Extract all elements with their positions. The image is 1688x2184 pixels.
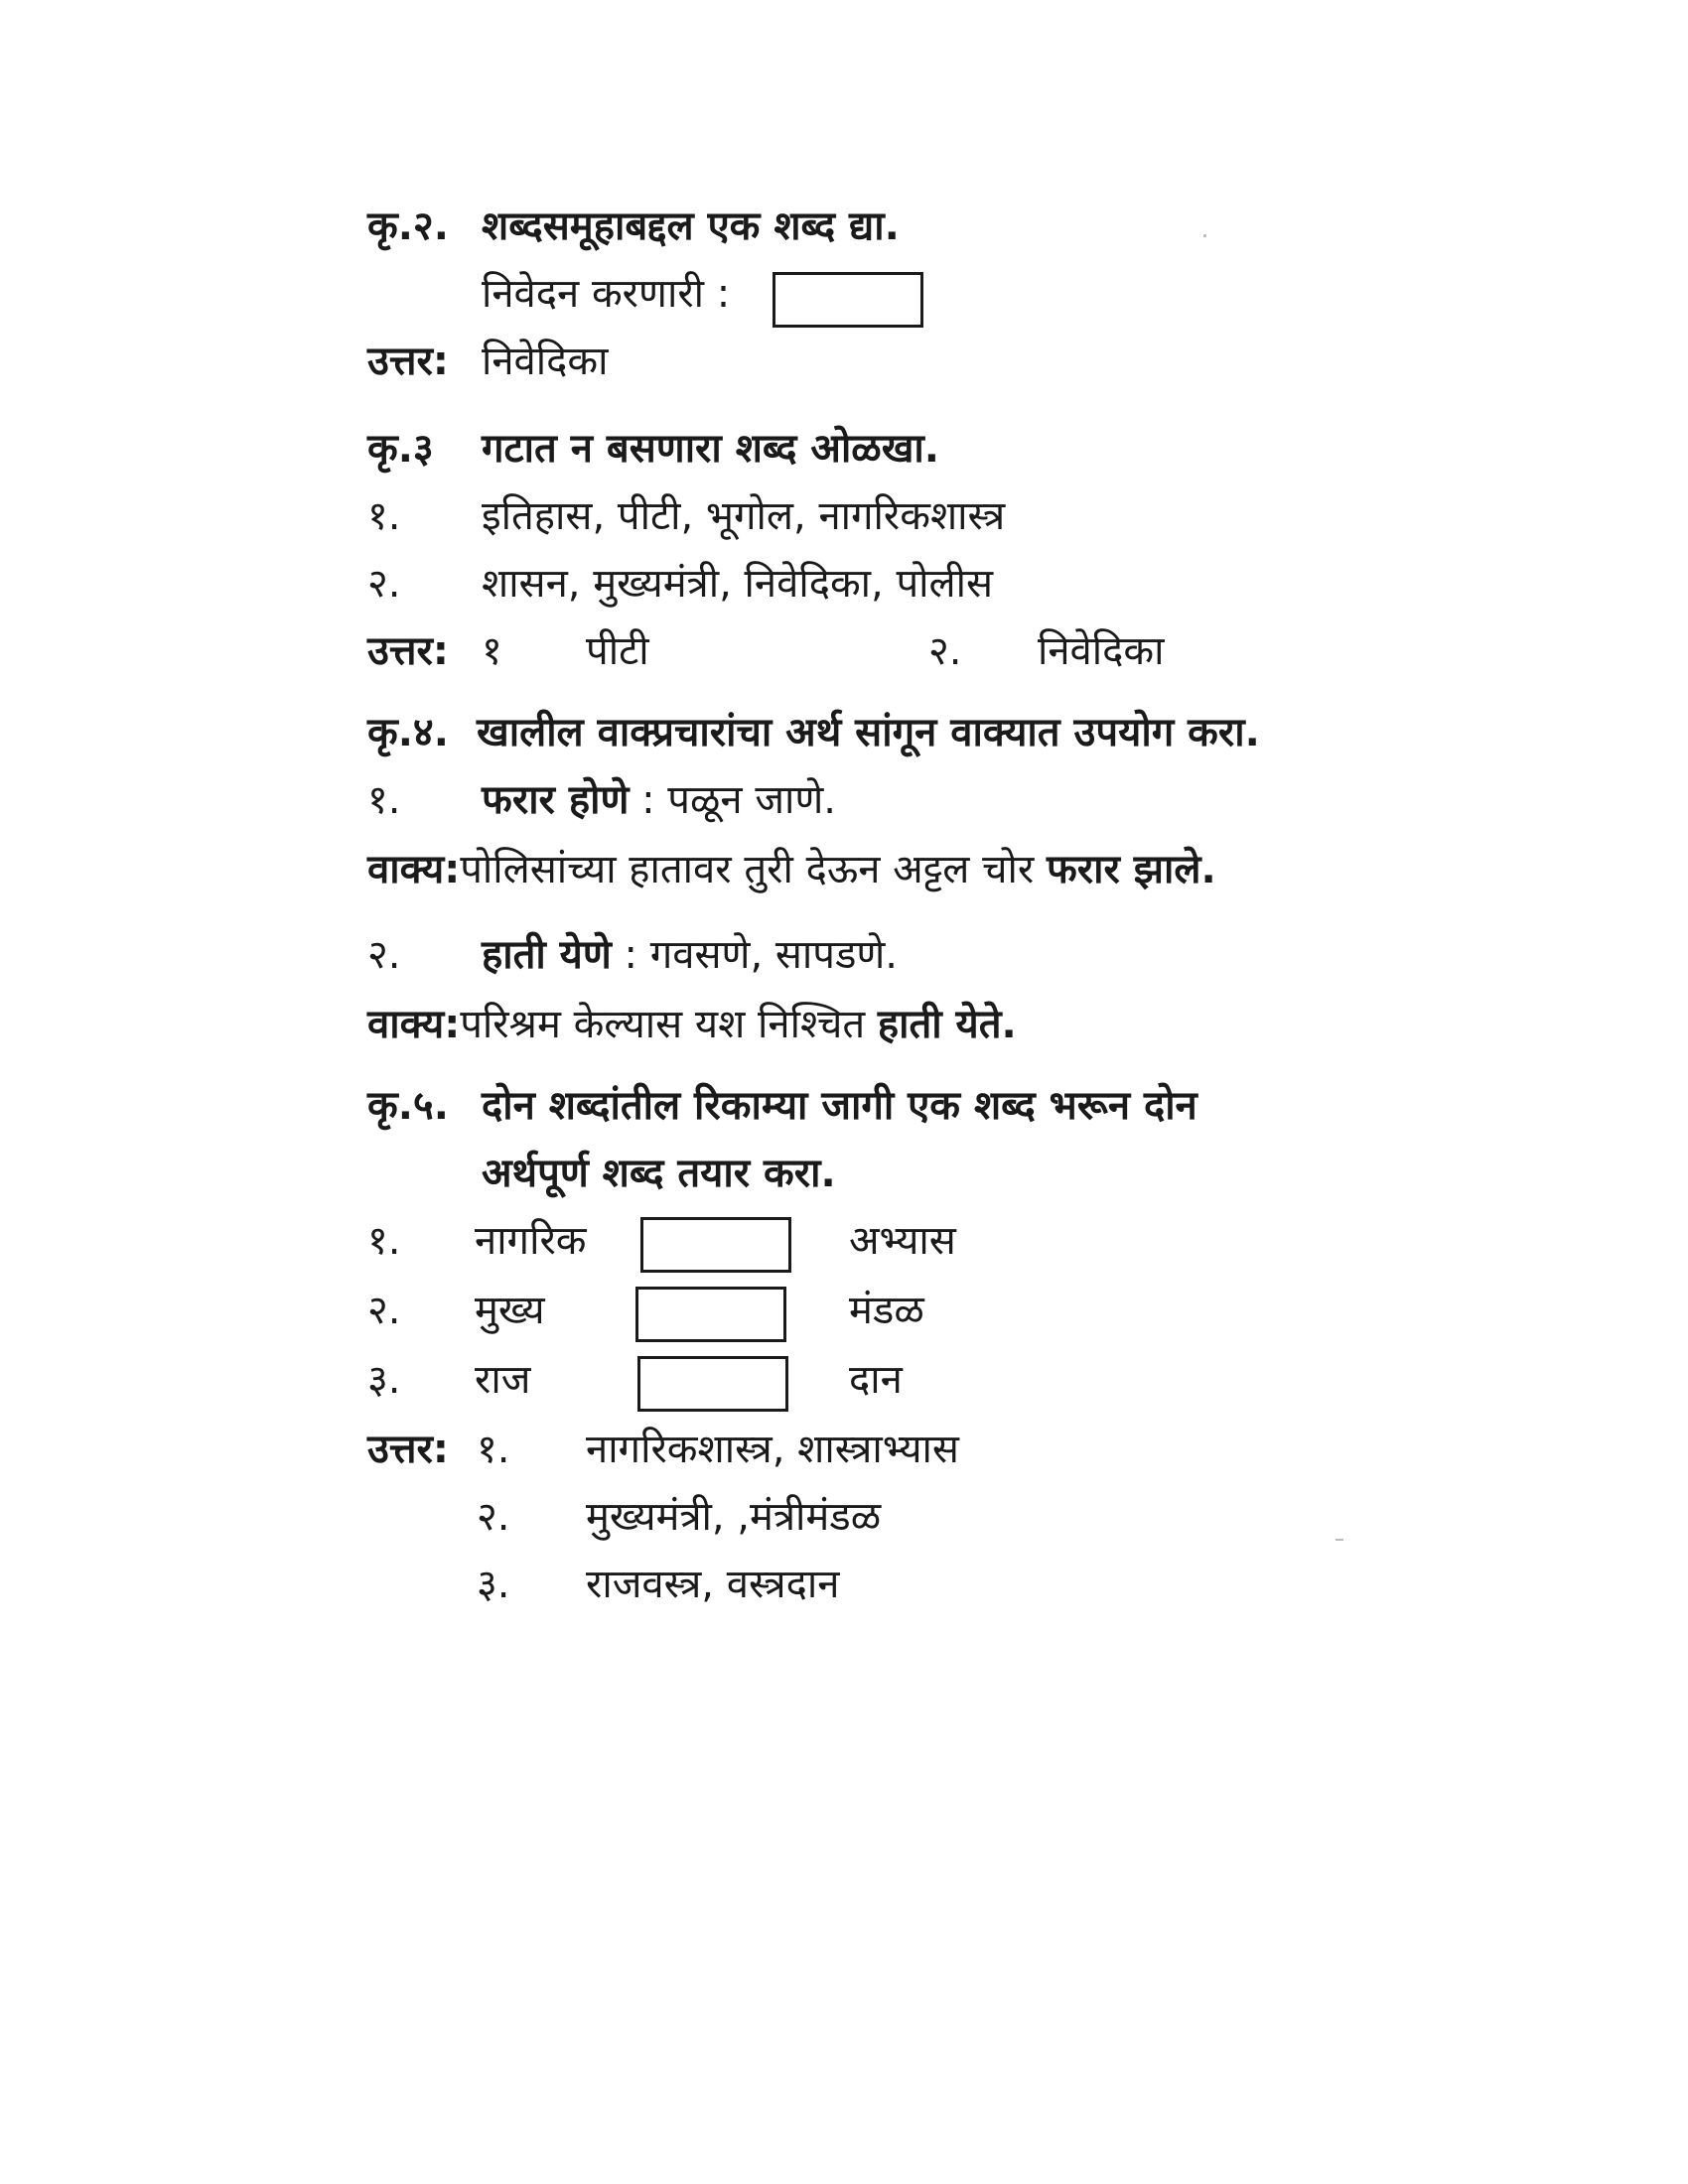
q4-phrase: हाती येणे (482, 932, 612, 978)
q5-item-number: २. (367, 1288, 401, 1333)
scan-speck (1203, 234, 1206, 237)
q5-answer-text: मुख्यमंत्री, ,मंत्रीमंडळ (586, 1494, 882, 1540)
q5-item-left: नागरिक (475, 1218, 587, 1264)
q5-item-right: मंडळ (849, 1288, 924, 1333)
q3-answer-text: पीटी (586, 628, 649, 674)
q2-number: कृ.२. (367, 204, 449, 249)
q5-blank-box (635, 1287, 786, 1342)
q3-item-number: २. (367, 561, 401, 607)
q5-item-right: दान (849, 1357, 903, 1403)
q4-sentence-bold: फरार झाले. (1046, 847, 1216, 892)
q5-item-left: मुख्य (475, 1288, 545, 1333)
q4-sentence-bold: हाती येते. (877, 1002, 1017, 1047)
q5-answer-text: नागरिकशास्त्र, शास्त्राभ्यास (586, 1427, 959, 1472)
q3-number: कृ.३ (367, 426, 434, 472)
q5-blank-box (640, 1217, 791, 1273)
q5-item-right: अभ्यास (849, 1218, 956, 1264)
q4-item-line (482, 772, 836, 828)
q5-item-number: १. (367, 1218, 401, 1264)
q4-item-number: १. (367, 777, 401, 823)
scan-speck (1336, 1539, 1343, 1541)
q4-number: कृ.४. (367, 710, 449, 755)
q3-answer-number: १ (482, 628, 502, 674)
q2-answer-label: उत्तर: (367, 339, 449, 384)
q5-title-line1: दोन शब्दांतील रिकाम्या जागी एक शब्द भरून दोन (482, 1083, 1197, 1129)
q2-answer-box (773, 272, 923, 328)
q4-sentence: पोलिसांच्या हातावर तुरी देऊन अट्टल चोर (460, 847, 1035, 892)
q4-sentence-label: वाक्य: (367, 847, 461, 892)
q4-item-number: २. (367, 932, 401, 978)
q3-item-text: इतिहास, पीटी, भूगोल, नागरिकशास्त्र (482, 493, 1006, 539)
q2-prompt: निवेदन करणारी : (482, 271, 731, 317)
q4-sentence-line (367, 997, 1017, 1052)
q2-title: शब्दसमूहाबद्दल एक शब्द द्या. (482, 204, 900, 249)
q5-title-line2: अर्थपूर्ण शब्द तयार करा. (482, 1151, 836, 1196)
q5-number: कृ.५. (367, 1083, 449, 1129)
q4-item-line (482, 927, 898, 983)
q5-answer-text: राजवस्त्र, वस्त्रदान (586, 1562, 840, 1607)
q2-answer: निवेदिका (482, 339, 609, 384)
q4-title: खालील वाक्प्रचारांचा अर्थ सांगून वाक्यात उपयोग करा. (477, 710, 1260, 755)
q5-answer-number: २. (477, 1494, 510, 1540)
q4-sentence-line (367, 842, 1216, 897)
q4-meaning: : गवसणे, सापडणे. (624, 932, 899, 978)
q4-phrase: फरार होणे (482, 777, 630, 823)
q3-title: गटात न बसणारा शब्द ओळखा. (482, 426, 939, 472)
q4-sentence-label: वाक्य: (367, 1002, 461, 1047)
q5-answer-number: ३. (477, 1562, 510, 1607)
q5-answer-label: उत्तर: (367, 1427, 449, 1472)
q3-answer-text: निवेदिका (1038, 628, 1165, 674)
q4-meaning: : पळून जाणे. (641, 777, 836, 823)
q3-item-number: १. (367, 493, 401, 539)
q5-blank-box (637, 1356, 788, 1412)
q3-item-text: शासन, मुख्यमंत्री, निवेदिका, पोलीस (482, 561, 994, 607)
q5-item-number: ३. (367, 1357, 401, 1403)
q5-item-left: राज (475, 1357, 531, 1403)
q3-answer-label: उत्तर: (367, 628, 449, 674)
q4-sentence: परिश्रम केल्यास यश निश्चित (460, 1002, 866, 1047)
q5-answer-number: १. (477, 1427, 510, 1472)
q3-answer-number: २. (928, 628, 962, 674)
